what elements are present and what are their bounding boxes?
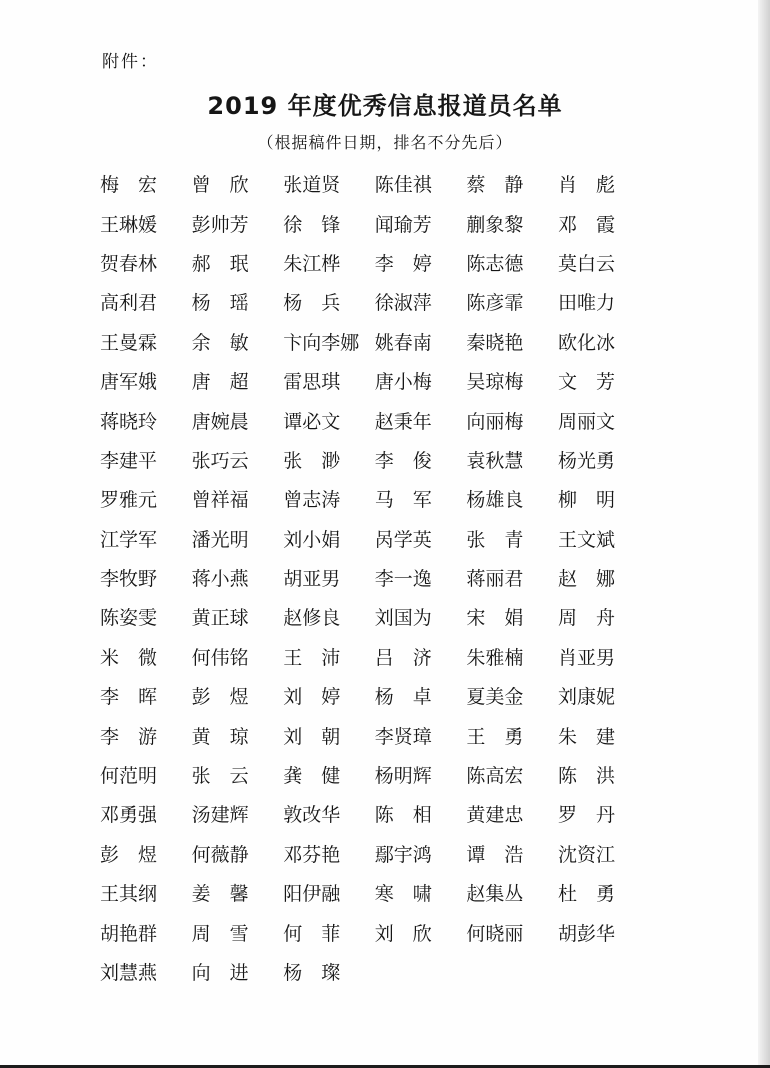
name-entry: 欧化冰 bbox=[557, 331, 615, 354]
name-entry: 李 游 bbox=[100, 725, 158, 748]
name-entry: 曾志涛 bbox=[283, 489, 341, 512]
name-entry: 唐军娥 bbox=[100, 371, 158, 394]
name-entry: 王 勇 bbox=[466, 725, 524, 748]
name-entry: 马 军 bbox=[374, 489, 432, 512]
name-entry: 何伟铭 bbox=[191, 646, 249, 669]
name-entry: 蒯象黎 bbox=[466, 213, 524, 236]
name-entry: 胡艳群 bbox=[100, 922, 158, 945]
name-entry: 梅 宏 bbox=[100, 174, 158, 197]
name-entry: 李一逸 bbox=[374, 568, 432, 591]
name-entry: 唐小梅 bbox=[374, 371, 432, 394]
name-entry: 敦改华 bbox=[283, 804, 341, 827]
name-entry: 周 舟 bbox=[557, 607, 615, 630]
name-entry: 江学军 bbox=[100, 528, 158, 551]
name-entry: 高利君 bbox=[100, 292, 158, 315]
name-entry: 向丽梅 bbox=[466, 410, 524, 433]
name-entry: 袁秋慧 bbox=[466, 449, 524, 472]
name-entry: 肖 彪 bbox=[557, 174, 615, 197]
name-entry: 张 青 bbox=[466, 528, 524, 551]
name-entry: 杨光勇 bbox=[557, 449, 615, 472]
name-entry: 王琳媛 bbox=[100, 213, 158, 236]
name-entry: 王其纲 bbox=[100, 883, 158, 906]
name-entry: 罗 丹 bbox=[557, 804, 615, 827]
name-entry: 郝 珉 bbox=[191, 252, 249, 275]
name-entry: 曾祥福 bbox=[191, 489, 249, 512]
name-entry: 蒋晓玲 bbox=[100, 410, 158, 433]
name-entry: 莫白云 bbox=[557, 252, 615, 275]
name-entry: 赵修良 bbox=[283, 607, 341, 630]
name-entry: 彭 煜 bbox=[100, 843, 158, 866]
name-entry: 卞向李娜 bbox=[283, 331, 360, 354]
name-entry: 汤建辉 bbox=[191, 804, 249, 827]
name-entry: 何 菲 bbox=[283, 922, 341, 945]
name-entry: 米 微 bbox=[100, 646, 158, 669]
name-entry: 陈佳祺 bbox=[374, 174, 432, 197]
name-entry: 呙学英 bbox=[374, 528, 432, 551]
name-entry: 周 雪 bbox=[191, 922, 249, 945]
name-entry: 肖亚男 bbox=[557, 646, 615, 669]
name-entry: 潘光明 bbox=[191, 528, 249, 551]
name-entry: 蒋小燕 bbox=[191, 568, 249, 591]
name-entry: 周丽文 bbox=[557, 410, 615, 433]
name-entry: 余 敏 bbox=[191, 331, 249, 354]
name-entry: 蒋丽君 bbox=[466, 568, 524, 591]
name-entry: 曾 欣 bbox=[191, 174, 249, 197]
name-entry: 鄢宇鸿 bbox=[374, 843, 432, 866]
name-entry: 刘慧燕 bbox=[100, 962, 158, 984]
name-entry: 陈彦霏 bbox=[466, 292, 524, 315]
name-entry: 雷思琪 bbox=[283, 371, 341, 394]
name-entry: 刘国为 bbox=[374, 607, 432, 630]
name-entry: 赵秉年 bbox=[374, 410, 432, 433]
name-entry: 沈资江 bbox=[557, 843, 615, 866]
name-entry: 李牧野 bbox=[100, 568, 158, 591]
name-entry: 陈高宏 bbox=[466, 765, 524, 788]
name-entry: 谭必文 bbox=[283, 410, 341, 433]
name-entry: 陈志德 bbox=[466, 252, 524, 275]
name-entry: 陈姿雯 bbox=[100, 607, 158, 630]
name-entry: 张巧云 bbox=[191, 449, 249, 472]
name-entry: 黄正球 bbox=[191, 607, 249, 630]
name-entry: 朱雅楠 bbox=[466, 646, 524, 669]
page-subtitle: （根据稿件日期，排名不分先后） bbox=[257, 133, 513, 152]
name-entry: 闻瑜芳 bbox=[374, 213, 432, 236]
name-entry: 赵 娜 bbox=[557, 568, 615, 591]
name-entry: 杨雄良 bbox=[466, 489, 524, 512]
name-entry: 蔡 静 bbox=[466, 174, 524, 197]
name-entry: 刘 朝 bbox=[283, 725, 341, 748]
name-entry: 向 进 bbox=[191, 962, 249, 984]
page-shadow-edge bbox=[758, 0, 770, 1068]
name-entry: 李 晖 bbox=[100, 686, 158, 709]
name-entry: 杜 勇 bbox=[557, 883, 615, 906]
name-entry: 罗雅元 bbox=[100, 489, 158, 512]
name-entry: 唐 超 bbox=[191, 371, 249, 394]
name-entry: 吴琼梅 bbox=[466, 371, 524, 394]
name-entry: 王文斌 bbox=[557, 528, 615, 551]
name-entry: 朱 建 bbox=[557, 725, 615, 748]
name-entry: 何范明 bbox=[100, 765, 158, 788]
name-list bbox=[100, 164, 680, 991]
name-entry: 李建平 bbox=[100, 449, 158, 472]
name-entry: 李 俊 bbox=[374, 449, 432, 472]
name-entry: 刘 欣 bbox=[374, 922, 432, 945]
name-entry: 贺春林 bbox=[100, 252, 158, 275]
name-entry: 徐淑萍 bbox=[374, 292, 432, 315]
name-entry: 刘康妮 bbox=[557, 686, 615, 709]
name-entry: 陈 相 bbox=[374, 804, 432, 827]
name-entry: 杨 璨 bbox=[283, 962, 341, 984]
page-title: 2019 年度优秀信息报道员名单 bbox=[207, 92, 563, 120]
name-entry: 邓勇强 bbox=[100, 804, 158, 827]
name-entry: 张 云 bbox=[191, 765, 249, 788]
name-entry: 刘 婷 bbox=[283, 686, 341, 709]
name-entry: 杨明辉 bbox=[374, 765, 432, 788]
name-entry: 何晓丽 bbox=[466, 922, 524, 945]
name-entry: 黄 琼 bbox=[191, 725, 249, 748]
name-entry: 王 沛 bbox=[283, 646, 341, 669]
name-entry: 杨 卓 bbox=[374, 686, 432, 709]
name-entry: 阳伊融 bbox=[283, 883, 341, 906]
name-entry: 徐 锋 bbox=[283, 213, 341, 236]
name-entry: 田唯力 bbox=[557, 292, 615, 315]
name-entry: 柳 明 bbox=[557, 489, 615, 512]
name-entry: 姚春南 bbox=[374, 331, 432, 354]
name-entry: 龚 健 bbox=[283, 765, 341, 788]
name-entry: 彭 煜 bbox=[191, 686, 249, 709]
name-entry: 文 芳 bbox=[557, 371, 615, 394]
name-entry: 陈 洪 bbox=[557, 765, 615, 788]
name-entry: 杨 瑶 bbox=[191, 292, 249, 315]
name-entry: 胡亚男 bbox=[283, 568, 341, 591]
name-entry: 吕 济 bbox=[374, 646, 432, 669]
name-entry: 李 婷 bbox=[374, 252, 432, 275]
name-entry: 朱江桦 bbox=[283, 252, 341, 275]
name-entry: 宋 娟 bbox=[466, 607, 524, 630]
name-entry: 姜 馨 bbox=[191, 883, 249, 906]
name-entry: 谭 浩 bbox=[466, 843, 524, 866]
name-entry: 唐婉晨 bbox=[191, 410, 249, 433]
name-entry: 寒 啸 bbox=[374, 883, 432, 906]
name-entry: 胡彭华 bbox=[557, 922, 615, 945]
name-entry: 邓芬艳 bbox=[283, 843, 341, 866]
name-entry: 杨 兵 bbox=[283, 292, 341, 315]
name-entry: 何薇静 bbox=[191, 843, 249, 866]
name-entry: 王曼霖 bbox=[100, 331, 158, 354]
name-entry: 黄建忠 bbox=[466, 804, 524, 827]
name-entry: 张道贤 bbox=[283, 174, 341, 197]
name-entry: 邓 霞 bbox=[557, 213, 615, 236]
name-entry: 赵集丛 bbox=[466, 883, 524, 906]
name-entry: 秦晓艳 bbox=[466, 331, 524, 354]
name-entry: 彭帅芳 bbox=[191, 213, 249, 236]
name-entry: 夏美金 bbox=[466, 686, 524, 709]
attachment-label: 附件： bbox=[102, 52, 159, 72]
name-entry: 张 渺 bbox=[283, 449, 341, 472]
name-entry: 刘小娟 bbox=[283, 528, 341, 551]
name-entry: 李贤璋 bbox=[374, 725, 432, 748]
